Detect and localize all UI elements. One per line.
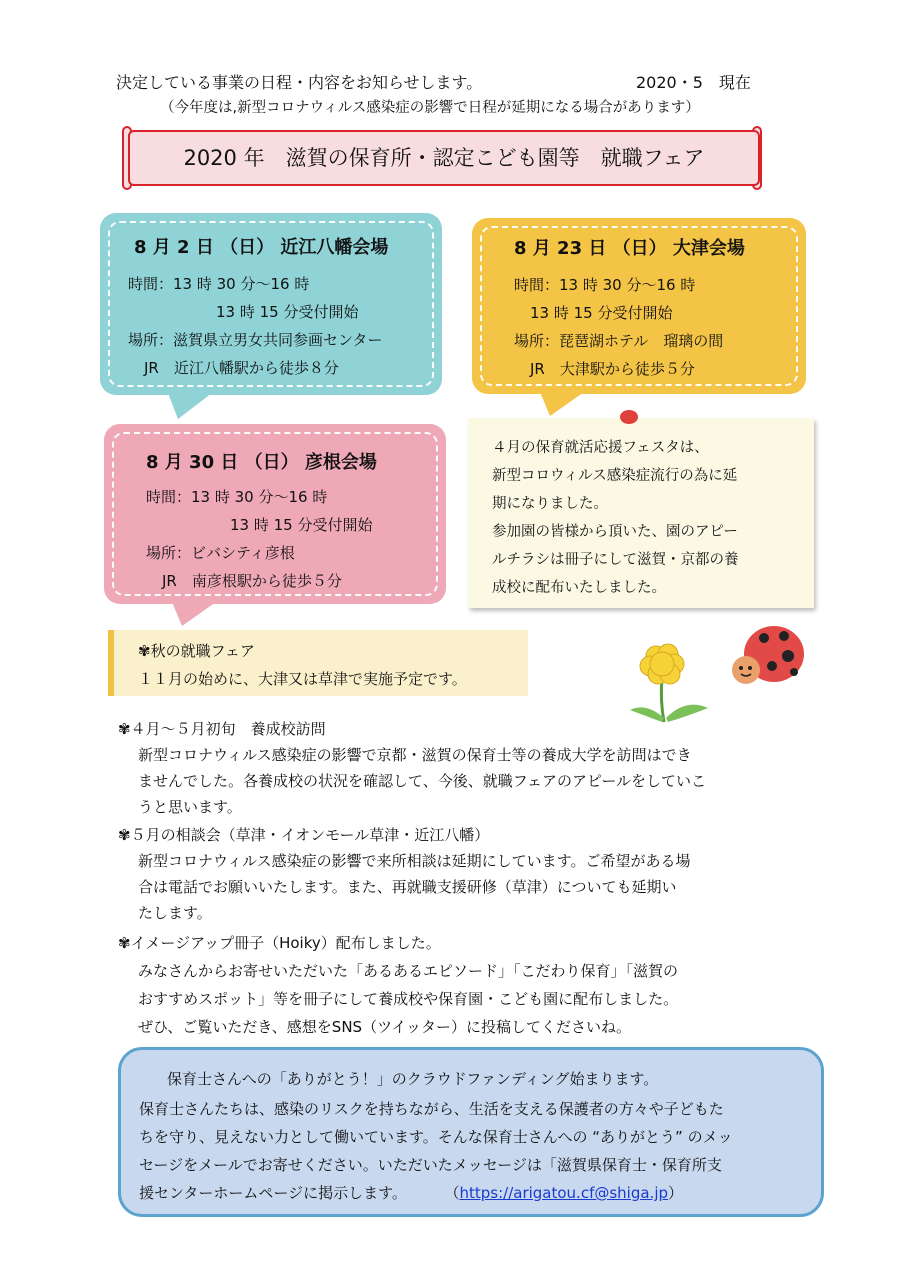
pin-icon [620, 410, 638, 424]
crowdfunding-url-link[interactable]: https://arigatou.cf@shiga.jp [459, 1184, 669, 1202]
autumn-fair-title: ✾秋の就職フェア [138, 642, 255, 660]
bubble-tail [168, 393, 212, 419]
note-line: 成校に配布いたしました。 [492, 580, 666, 596]
section-line: おすすめスポット」等を冊子にして養成校や保育園・こども園に配布しました。 [138, 990, 679, 1008]
crowdfunding-title: 保育士さんへの「ありがとう！」のクラウドファンディング始まります。 [167, 1070, 659, 1088]
crowdfunding-box [118, 1047, 824, 1217]
section-line: 合は電話でお願いいたします。また、再就職支援研修（草津）についても延期い [138, 878, 677, 896]
url-close-paren: ） [668, 1184, 684, 1202]
event-time: 時間：13 時 30 分～16 時 [146, 488, 328, 506]
section-line: 新型コロナウィルス感染症の影響で来所相談は延期にしています。ご希望がある場 [138, 852, 691, 870]
note-line: 参加園の皆様から頂いた、園のアピー [492, 524, 738, 540]
ladybug-icon [728, 618, 806, 692]
fair-banner-title: 2020 年 滋賀の保育所・認定こども園等 就職フェア [183, 146, 705, 170]
event-title: 8 月 30 日 （日） 彦根会場 [146, 452, 377, 473]
section-title: ✾４月～５月初旬 養成校訪問 [118, 720, 326, 738]
section-line: みなさんからお寄せいただいた「あるあるエピソード」「こだわり保育」「滋賀の [138, 962, 679, 980]
event-card-hikone [104, 424, 446, 604]
section-line: ぜひ、ご覧いただき、感想をSNS（ツイッター）に投稿してくださいね。 [138, 1018, 632, 1036]
note-line: 期になりました。 [492, 496, 608, 512]
postponed-note [468, 418, 814, 608]
note-line: 新型コロウィルス感染症流行の為に延 [492, 468, 738, 484]
event-card-omihachiman [100, 213, 442, 395]
event-place: 場所：ビバシティ彦根 [146, 544, 295, 562]
event-title: 8 月 23 日 （日） 大津会場 [514, 238, 745, 259]
event-place: 場所：琵琶湖ホテル 瑠璃の間 [514, 332, 724, 350]
bubble-tail [172, 602, 216, 626]
event-reception: 13 時 15 分受付開始 [230, 516, 373, 534]
schedule-note: （今年度は,新型コロナウィルス感染症の影響で日程が延期になる場合があります） [160, 100, 700, 116]
intro-text: 決定している事業の日程・内容をお知らせします。 [116, 73, 483, 92]
section-line: 新型コロナウィルス感染症の影響で京都・滋賀の保育士等の養成大学を訪問はでき [138, 746, 692, 764]
event-access: JR 南彦根駅から徒歩５分 [162, 572, 342, 590]
event-title: 8 月 2 日 （日） 近江八幡会場 [134, 237, 389, 258]
section-title: ✾５月の相談会（草津・イオンモール草津・近江八幡） [118, 826, 490, 844]
event-time: 時間：13 時 30 分～16 時 [514, 276, 696, 294]
event-access: JR 近江八幡駅から徒歩８分 [144, 359, 339, 377]
issue-date: 2020・5 現在 [636, 73, 751, 92]
section-title: ✾イメージアップ冊子（Hoiky）配布しました。 [118, 934, 441, 952]
section-line: ませんでした。各養成校の状況を確認して、今後、就職フェアのアピールをしていこ [138, 772, 707, 790]
fair-banner [128, 130, 760, 186]
event-access: JR 大津駅から徒歩５分 [530, 360, 695, 378]
crowdfunding-line: 援センターホームページに掲示します。 [139, 1184, 407, 1202]
crowdfunding-line: 保育士さんたちは、感染のリスクを持ちながら、生活を支える保護者の方々や子どもた [139, 1100, 724, 1118]
bubble-tail [540, 392, 584, 416]
section-line: うと思います。 [138, 798, 242, 816]
autumn-fair-text: １１月の始めに、大津又は草津で実施予定です。 [138, 670, 467, 688]
note-line: ルチラシは冊子にして滋賀・京都の養 [492, 552, 739, 568]
crowdfunding-line: ちを守り、見えない力として働いています。そんな保育士さんへの “ありがとう” のメッ [139, 1128, 733, 1146]
dandelion-icon [622, 628, 716, 726]
note-line: ４月の保育就活応援フェスタは、 [492, 440, 709, 456]
event-card-otsu [472, 218, 806, 394]
event-time: 時間：13 時 30 分～16 時 [128, 275, 310, 293]
event-place: 場所：滋賀県立男女共同参画センター [128, 331, 383, 349]
section-line: たします。 [138, 904, 212, 922]
url-open-paren: （ [444, 1184, 460, 1202]
event-reception: 13 時 15 分受付開始 [530, 304, 673, 322]
crowdfunding-line: セージをメールでお寄せください。いただいたメッセージは「滋賀県保育士・保育所支 [139, 1156, 722, 1174]
event-reception: 13 時 15 分受付開始 [216, 303, 359, 321]
crowdfunding-last-line [139, 1182, 683, 1203]
autumn-fair-box [108, 630, 528, 696]
